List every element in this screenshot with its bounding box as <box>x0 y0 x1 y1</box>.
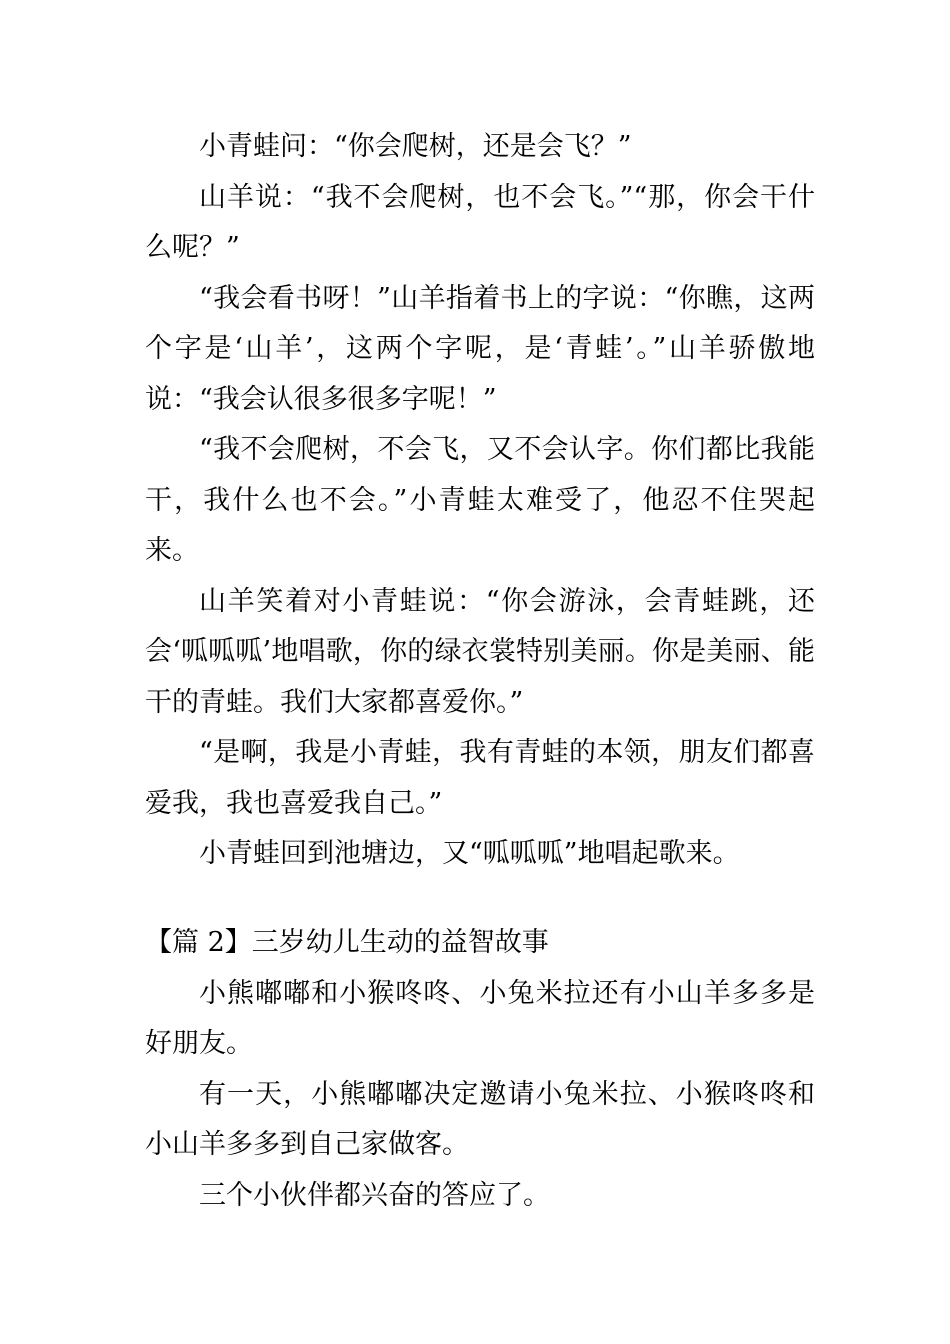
paragraph: 小青蛙回到池塘边，又“呱呱呱”地唱起歌来。 <box>199 838 740 869</box>
paragraph: “我会看书呀！”山羊指着书上的字说：“你瞧，这两个字是‘山羊’，这两个字呢，是‘青蛙’。”山羊骄傲地说：“我会认很多很多字呢！” <box>145 282 815 415</box>
paragraph: 三个小伙伴都兴奋的答应了。 <box>199 1179 550 1211</box>
paragraph: 小熊嘟嘟和小猴咚咚、小兔米拉还有小山羊多多是好朋友。 <box>145 977 815 1059</box>
paragraph: 有一天，小熊嘟嘟决定邀请小兔米拉、小猴咚咚和小山羊多多到自己家做客。 <box>145 1078 815 1160</box>
section-2 <box>145 918 815 1221</box>
section-heading: 【篇 2】三岁幼儿生动的益智故事 <box>145 927 549 958</box>
paragraph: 山羊说：“我不会爬树，也不会飞。”“那，你会干什么呢？” <box>145 181 815 263</box>
story-continued <box>145 122 815 880</box>
paragraph: 小青蛙问：“你会爬树，还是会飞？” <box>199 131 632 162</box>
paragraph: “是啊，我是小青蛙，我有青蛙的本领，朋友们都喜爱我，我也喜爱我自己。” <box>145 737 815 819</box>
paragraph: 山羊笑着对小青蛙说：“你会游泳，会青蛙跳，还会‘呱呱呱’地唱歌，你的绿衣裳特别美丽。你是美丽、能干的青蛙。我们大家都喜爱你。” <box>145 585 815 718</box>
paragraph: “我不会爬树，不会飞，又不会认字。你们都比我能干，我什么也不会。”小青蛙太难受了，他忍不住哭起来。 <box>145 434 815 566</box>
